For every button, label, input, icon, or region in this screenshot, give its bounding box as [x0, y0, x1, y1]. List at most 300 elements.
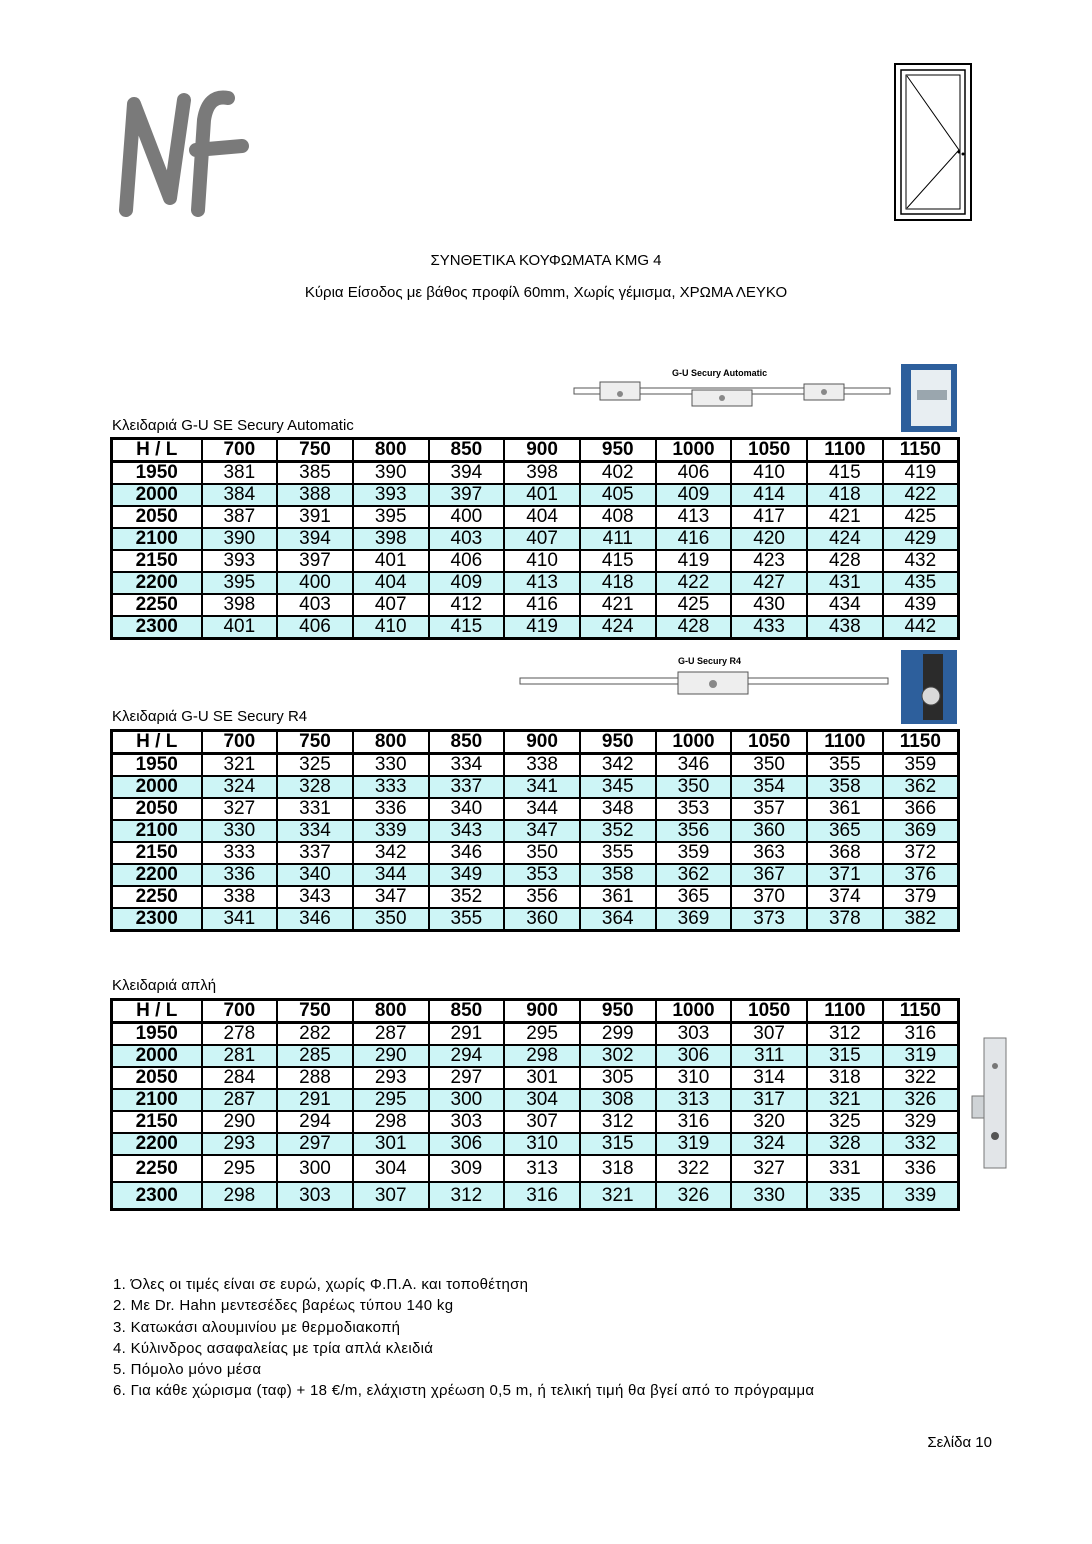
price-cell: 316	[504, 1182, 580, 1210]
price-cell: 337	[429, 776, 505, 798]
price-cell: 308	[580, 1089, 656, 1111]
price-cell: 430	[731, 594, 807, 616]
image-caption: G-U Secury Automatic	[672, 368, 768, 378]
price-cell: 342	[353, 842, 429, 864]
price-cell: 439	[883, 594, 959, 616]
price-cell: 304	[504, 1089, 580, 1111]
price-cell: 365	[807, 820, 883, 842]
price-cell: 370	[731, 886, 807, 908]
lock-photo-r4	[901, 650, 957, 724]
price-cell: 404	[504, 506, 580, 528]
price-cell: 303	[277, 1182, 353, 1210]
price-cell: 321	[580, 1182, 656, 1210]
row-height: 2100	[112, 528, 202, 550]
row-height: 2000	[112, 1045, 202, 1067]
row-height: 2250	[112, 886, 202, 908]
price-cell: 333	[353, 776, 429, 798]
price-cell: 331	[807, 1155, 883, 1182]
price-cell: 343	[429, 820, 505, 842]
price-cell: 334	[277, 820, 353, 842]
price-cell: 338	[504, 754, 580, 777]
price-cell: 415	[807, 462, 883, 485]
header-width: 1150	[883, 1000, 959, 1023]
price-cell: 328	[277, 776, 353, 798]
price-cell: 350	[353, 908, 429, 931]
price-cell: 321	[807, 1089, 883, 1111]
price-cell: 312	[807, 1023, 883, 1046]
row-height: 2100	[112, 1089, 202, 1111]
price-cell: 366	[883, 798, 959, 820]
price-cell: 415	[580, 550, 656, 572]
price-cell: 427	[731, 572, 807, 594]
price-cell: 317	[731, 1089, 807, 1111]
price-cell: 421	[807, 506, 883, 528]
price-cell: 336	[202, 864, 278, 886]
price-cell: 360	[731, 820, 807, 842]
table-row	[112, 1023, 959, 1046]
price-cell: 342	[580, 754, 656, 777]
row-height: 2050	[112, 1067, 202, 1089]
price-cell: 415	[429, 616, 505, 639]
price-cell: 312	[429, 1182, 505, 1210]
price-cell: 302	[580, 1045, 656, 1067]
table-row	[112, 886, 959, 908]
price-cell: 388	[277, 484, 353, 506]
price-cell: 369	[883, 820, 959, 842]
price-table-simple	[110, 998, 960, 1211]
price-cell: 346	[277, 908, 353, 931]
price-cell: 356	[504, 886, 580, 908]
section-label-r4: Κλειδαριά G-U SE Secury R4	[112, 708, 308, 725]
row-height: 2000	[112, 484, 202, 506]
price-cell: 407	[353, 594, 429, 616]
table-row	[112, 842, 959, 864]
price-cell: 402	[580, 462, 656, 485]
row-height: 2050	[112, 506, 202, 528]
price-cell: 303	[656, 1023, 732, 1046]
row-height: 2200	[112, 864, 202, 886]
price-cell: 316	[656, 1111, 732, 1133]
price-cell: 291	[429, 1023, 505, 1046]
simple-lock-photo	[970, 1036, 1016, 1170]
row-height: 2250	[112, 1155, 202, 1182]
header-width: 1100	[807, 1000, 883, 1023]
price-cell: 298	[504, 1045, 580, 1067]
row-height: 1950	[112, 754, 202, 777]
header-width: 950	[580, 1000, 656, 1023]
price-cell: 352	[429, 886, 505, 908]
note-item: 2. Με Dr. Hahn μεντεσέδες βαρέως τύπου 140 kg	[113, 1297, 454, 1315]
price-cell: 295	[353, 1089, 429, 1111]
row-height: 2150	[112, 1111, 202, 1133]
price-table-automatic	[110, 437, 960, 640]
price-cell: 340	[429, 798, 505, 820]
price-cell: 304	[353, 1155, 429, 1182]
price-cell: 418	[807, 484, 883, 506]
price-cell: 300	[277, 1155, 353, 1182]
price-cell: 341	[504, 776, 580, 798]
price-cell: 395	[202, 572, 278, 594]
price-cell: 284	[202, 1067, 278, 1089]
row-height: 2250	[112, 594, 202, 616]
header-width: 900	[504, 1000, 580, 1023]
price-cell: 429	[883, 528, 959, 550]
note-item: 6. Για κάθε χώρισμα (ταφ) + 18 €/m, ελάχιστη χρέωση 0,5 m, ή τελική τιμή θα βγεί από το πρόγραμμα	[113, 1382, 815, 1400]
row-height: 1950	[112, 462, 202, 485]
price-cell: 390	[353, 462, 429, 485]
price-cell: 328	[807, 1133, 883, 1155]
price-cell: 297	[277, 1133, 353, 1155]
price-cell: 312	[580, 1111, 656, 1133]
price-cell: 360	[504, 908, 580, 931]
price-cell: 403	[429, 528, 505, 550]
header-width: 750	[277, 439, 353, 462]
company-logo	[112, 80, 282, 220]
price-cell: 326	[656, 1182, 732, 1210]
header-width: 1150	[883, 731, 959, 754]
price-cell: 357	[731, 798, 807, 820]
table-row	[112, 798, 959, 820]
price-cell: 288	[277, 1067, 353, 1089]
note-item: 1. Όλες οι τιμές είναι σε ευρώ, χωρίς Φ.Π.Α. και τοποθέτηση	[113, 1276, 529, 1293]
header-width: 1100	[807, 439, 883, 462]
price-cell: 385	[277, 462, 353, 485]
price-cell: 318	[580, 1155, 656, 1182]
price-cell: 364	[580, 908, 656, 931]
price-cell: 315	[807, 1045, 883, 1067]
page-number: Σελίδα 10	[927, 1434, 992, 1451]
price-cell: 324	[202, 776, 278, 798]
table-row	[112, 1067, 959, 1089]
price-cell: 431	[807, 572, 883, 594]
price-cell: 287	[353, 1023, 429, 1046]
table-row	[112, 1089, 959, 1111]
header-width: 850	[429, 439, 505, 462]
price-cell: 316	[883, 1023, 959, 1046]
price-cell: 382	[883, 908, 959, 931]
price-cell: 358	[580, 864, 656, 886]
price-cell: 378	[807, 908, 883, 931]
price-cell: 394	[277, 528, 353, 550]
price-cell: 409	[656, 484, 732, 506]
price-cell: 293	[353, 1067, 429, 1089]
price-cell: 397	[277, 550, 353, 572]
header-width: 850	[429, 1000, 505, 1023]
price-cell: 333	[202, 842, 278, 864]
price-cell: 344	[504, 798, 580, 820]
price-cell: 442	[883, 616, 959, 639]
price-cell: 401	[202, 616, 278, 639]
price-cell: 307	[731, 1023, 807, 1046]
row-height: 2200	[112, 1133, 202, 1155]
price-cell: 354	[731, 776, 807, 798]
header-width: 800	[353, 1000, 429, 1023]
price-cell: 400	[277, 572, 353, 594]
price-cell: 408	[580, 506, 656, 528]
price-cell: 327	[731, 1155, 807, 1182]
price-cell: 293	[202, 1133, 278, 1155]
price-cell: 290	[353, 1045, 429, 1067]
price-cell: 397	[429, 484, 505, 506]
table-row	[112, 572, 959, 594]
price-cell: 414	[731, 484, 807, 506]
table-row	[112, 1133, 959, 1155]
header-width: 950	[580, 439, 656, 462]
lock-mechanism-image-r4	[518, 654, 890, 698]
door-icon	[893, 62, 973, 222]
price-cell: 330	[731, 1182, 807, 1210]
price-cell: 395	[353, 506, 429, 528]
price-cell: 390	[202, 528, 278, 550]
price-cell: 393	[202, 550, 278, 572]
price-cell: 330	[353, 754, 429, 777]
table-row	[112, 462, 959, 485]
row-height: 2050	[112, 798, 202, 820]
price-cell: 406	[429, 550, 505, 572]
header-width: 1050	[731, 439, 807, 462]
header-width: 700	[202, 731, 278, 754]
price-cell: 345	[580, 776, 656, 798]
notes-list	[113, 1274, 814, 1402]
price-cell: 294	[277, 1111, 353, 1133]
price-cell: 298	[202, 1182, 278, 1210]
table-row	[112, 1182, 959, 1210]
price-cell: 336	[353, 798, 429, 820]
price-cell: 413	[504, 572, 580, 594]
price-cell: 309	[429, 1155, 505, 1182]
price-cell: 425	[883, 506, 959, 528]
price-cell: 291	[277, 1089, 353, 1111]
price-cell: 327	[202, 798, 278, 820]
price-cell: 301	[504, 1067, 580, 1089]
price-cell: 362	[883, 776, 959, 798]
row-height: 2300	[112, 616, 202, 639]
row-height: 2150	[112, 550, 202, 572]
price-cell: 410	[504, 550, 580, 572]
price-cell: 329	[883, 1111, 959, 1133]
price-cell: 318	[807, 1067, 883, 1089]
table-row	[112, 754, 959, 777]
header-width: 850	[429, 731, 505, 754]
price-cell: 355	[807, 754, 883, 777]
price-cell: 339	[883, 1182, 959, 1210]
price-cell: 413	[656, 506, 732, 528]
table-row	[112, 1045, 959, 1067]
price-cell: 369	[656, 908, 732, 931]
price-cell: 301	[353, 1133, 429, 1155]
price-cell: 438	[807, 616, 883, 639]
price-cell: 350	[731, 754, 807, 777]
row-height: 2100	[112, 820, 202, 842]
header-width: 750	[277, 731, 353, 754]
table-row	[112, 1155, 959, 1182]
price-cell: 428	[656, 616, 732, 639]
image-caption: G-U Secury R4	[678, 656, 742, 666]
price-cell: 310	[504, 1133, 580, 1155]
row-height: 2300	[112, 1182, 202, 1210]
section-label-simple: Κλειδαριά απλή	[112, 977, 217, 994]
price-cell: 356	[656, 820, 732, 842]
price-cell: 361	[807, 798, 883, 820]
table-row	[112, 776, 959, 798]
price-cell: 433	[731, 616, 807, 639]
price-cell: 320	[731, 1111, 807, 1133]
price-cell: 384	[202, 484, 278, 506]
price-cell: 332	[883, 1133, 959, 1155]
price-cell: 409	[429, 572, 505, 594]
price-cell: 418	[580, 572, 656, 594]
table-row	[112, 594, 959, 616]
price-cell: 306	[429, 1133, 505, 1155]
price-cell: 424	[580, 616, 656, 639]
row-height: 2200	[112, 572, 202, 594]
price-cell: 324	[731, 1133, 807, 1155]
price-cell: 303	[429, 1111, 505, 1133]
lock-photo-automatic	[901, 364, 957, 432]
price-cell: 295	[202, 1155, 278, 1182]
price-cell: 407	[504, 528, 580, 550]
price-cell: 295	[504, 1023, 580, 1046]
price-cell: 349	[429, 864, 505, 886]
price-cell: 404	[353, 572, 429, 594]
price-cell: 300	[429, 1089, 505, 1111]
price-cell: 313	[656, 1089, 732, 1111]
price-cell: 325	[277, 754, 353, 777]
table-row	[112, 506, 959, 528]
price-cell: 355	[580, 842, 656, 864]
price-cell: 307	[504, 1111, 580, 1133]
price-cell: 419	[656, 550, 732, 572]
price-cell: 306	[656, 1045, 732, 1067]
price-cell: 297	[429, 1067, 505, 1089]
price-cell: 400	[429, 506, 505, 528]
price-cell: 365	[656, 886, 732, 908]
price-cell: 294	[429, 1045, 505, 1067]
price-cell: 434	[807, 594, 883, 616]
header-hl: H / L	[112, 1000, 202, 1023]
price-cell: 358	[807, 776, 883, 798]
price-cell: 353	[504, 864, 580, 886]
header-width: 900	[504, 439, 580, 462]
price-cell: 334	[429, 754, 505, 777]
table-row	[112, 528, 959, 550]
price-cell: 376	[883, 864, 959, 886]
header-width: 1050	[731, 1000, 807, 1023]
table-header-row	[112, 731, 959, 754]
header-width: 1050	[731, 731, 807, 754]
price-cell: 353	[656, 798, 732, 820]
price-cell: 282	[277, 1023, 353, 1046]
price-cell: 348	[580, 798, 656, 820]
price-cell: 330	[202, 820, 278, 842]
price-cell: 428	[807, 550, 883, 572]
price-cell: 361	[580, 886, 656, 908]
lock-mechanism-image-automatic	[572, 364, 892, 414]
price-cell: 423	[731, 550, 807, 572]
row-height: 1950	[112, 1023, 202, 1046]
price-cell: 411	[580, 528, 656, 550]
price-cell: 432	[883, 550, 959, 572]
price-cell: 344	[353, 864, 429, 886]
price-cell: 401	[353, 550, 429, 572]
header-width: 750	[277, 1000, 353, 1023]
price-cell: 278	[202, 1023, 278, 1046]
price-cell: 285	[277, 1045, 353, 1067]
price-cell: 362	[656, 864, 732, 886]
header-width: 1150	[883, 439, 959, 462]
price-cell: 398	[202, 594, 278, 616]
header-width: 1100	[807, 731, 883, 754]
price-cell: 287	[202, 1089, 278, 1111]
price-cell: 373	[731, 908, 807, 931]
price-cell: 339	[353, 820, 429, 842]
page-subtitle: Κύρια Είσοδος με βάθος προφίλ 60mm, Χωρίς γέμισμα, ΧΡΩΜΑ ΛΕΥΚΟ	[304, 284, 788, 301]
price-cell: 337	[277, 842, 353, 864]
row-height: 2300	[112, 908, 202, 931]
price-cell: 367	[731, 864, 807, 886]
price-cell: 305	[580, 1067, 656, 1089]
price-cell: 419	[504, 616, 580, 639]
price-cell: 417	[731, 506, 807, 528]
price-cell: 341	[202, 908, 278, 931]
price-cell: 406	[656, 462, 732, 485]
price-cell: 335	[807, 1182, 883, 1210]
price-cell: 391	[277, 506, 353, 528]
price-cell: 416	[504, 594, 580, 616]
price-cell: 410	[731, 462, 807, 485]
note-item: 3. Κατωκάσι αλουμινίου με θερμοδιακοπή	[113, 1318, 401, 1336]
row-height: 2000	[112, 776, 202, 798]
price-cell: 424	[807, 528, 883, 550]
table-header-row	[112, 1000, 959, 1023]
header-width: 1000	[656, 439, 732, 462]
price-cell: 394	[429, 462, 505, 485]
table-row	[112, 908, 959, 931]
table-row	[112, 616, 959, 639]
price-cell: 346	[656, 754, 732, 777]
price-cell: 315	[580, 1133, 656, 1155]
price-cell: 321	[202, 754, 278, 777]
header-width: 1000	[656, 1000, 732, 1023]
price-cell: 313	[504, 1155, 580, 1182]
price-cell: 416	[656, 528, 732, 550]
price-cell: 307	[353, 1182, 429, 1210]
price-cell: 372	[883, 842, 959, 864]
price-cell: 435	[883, 572, 959, 594]
price-table-r4	[110, 729, 960, 932]
price-cell: 425	[656, 594, 732, 616]
price-cell: 387	[202, 506, 278, 528]
price-cell: 322	[883, 1067, 959, 1089]
price-cell: 331	[277, 798, 353, 820]
price-cell: 350	[504, 842, 580, 864]
price-cell: 319	[656, 1133, 732, 1155]
header-width: 800	[353, 731, 429, 754]
price-cell: 393	[353, 484, 429, 506]
price-cell: 319	[883, 1045, 959, 1067]
table-row	[112, 484, 959, 506]
price-cell: 420	[731, 528, 807, 550]
price-cell: 398	[353, 528, 429, 550]
price-cell: 311	[731, 1045, 807, 1067]
price-cell: 343	[277, 886, 353, 908]
table-row	[112, 550, 959, 572]
price-cell: 419	[883, 462, 959, 485]
price-cell: 421	[580, 594, 656, 616]
price-cell: 379	[883, 886, 959, 908]
header-width: 900	[504, 731, 580, 754]
price-cell: 299	[580, 1023, 656, 1046]
